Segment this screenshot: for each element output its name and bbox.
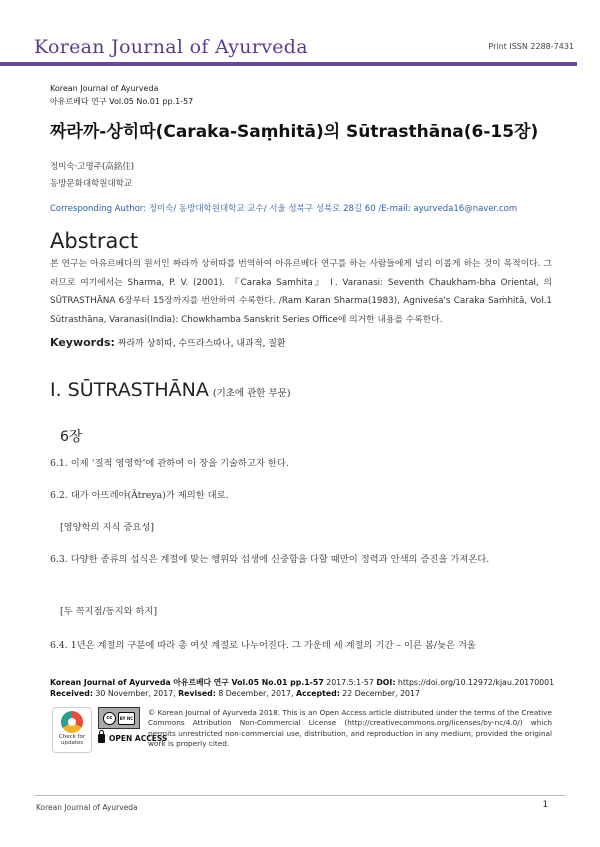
section-title: Ⅰ. SŪTRASTHĀNA (50, 379, 209, 401)
corresponding-author[interactable]: Corresponding Author: 정미숙/ 동방대학원대학교 교수/ 서울 성북구 성북로 28길 60 /E-mail: ayurveda16@naver.com (50, 204, 518, 214)
abstract-heading: Abstract (50, 229, 139, 253)
keywords (50, 336, 286, 349)
footer-rule (34, 795, 566, 796)
keywords-label: Keywords: (50, 336, 115, 349)
print-issn: Print ISSN 2288-7431 (488, 42, 574, 51)
cc-label: BY NC (118, 712, 135, 725)
paragraph-heading: [영양학의 지식 중요성] (60, 522, 154, 533)
paragraph: 6.3. 다양한 종류의 섭식은 계절에 맞는 행위와 섭생에 신중함을 다할 때만이 정력과 안색의 증진을 가져온다. (50, 554, 490, 565)
crossmark-icon (61, 711, 83, 733)
paragraph: 6.2. 대가 아뜨레야(Ātreya)가 제의한 대로. (50, 490, 229, 501)
open-lock-icon (98, 734, 105, 743)
check-updates-label: Check for updates (58, 734, 86, 746)
citation-journal: Korean Journal of Ayurveda 아유르베다 연구 Vol.05 No.01 pp.1-57 (50, 678, 324, 687)
paragraph: 6.1. 이제 ‘질적 영영학’에 관하여 이 장을 기술하고자 한다. (50, 458, 289, 469)
meta-journal: Korean Journal of Ayurveda (50, 84, 159, 93)
received-date: 30 November, 2017, (92, 689, 179, 698)
abstract-body: 본 연구는 아유르베다의 원서인 짜라까 상히따를 번역하여 아유르베다 연구를 하는 사람들에게 널리 이롭게 하는 것이 목적이다. 그러므로 여기에서는 Sharma, P. V. (2001). 『Caraka Samhita』 Ⅰ. Varanasi: Seventh Chaukham-bha Oriental, 의 SŪTRASTHĀNA 6장부터 15장까지를 번안하여 수록한다. /Ram Karan Sharma(1983), Agniveśa's Caraka Saṁhitā, Vol.1 Sūtrasthāna, Varanasi(India): Chowkhamba Sanskrit Series Office에 의거한 내용을 수록한다. (50, 259, 552, 325)
page-number: 1 (542, 800, 548, 810)
revised-date: 8 December, 2017, (215, 689, 296, 698)
section-subtitle: (기초에 관한 부문) (212, 388, 291, 399)
footer-journal: Korean Journal of Ayurveda (36, 803, 138, 812)
open-access-label: OPEN ACCESS (109, 734, 168, 743)
keywords-value: 짜라까 상히따, 수뜨라스따나, 내과적, 질환 (114, 339, 286, 349)
paragraph-heading: [두 꼭지점/동지와 하지] (60, 606, 158, 617)
revised-label: Revised: (178, 689, 216, 698)
doi-link[interactable]: https://doi.org/10.12972/kjau.20170001 (395, 678, 555, 687)
meta-volume: 아유르베다 연구 Vol.05 No.01 pp.1-57 (50, 97, 194, 106)
chapter-heading: 6장 (60, 429, 83, 445)
paragraph: 6.4. 1년은 계절의 구분에 따라 총 여섯 계절로 나누어진다. 그 가운데 세 계절의 기간 – 이른 봄/늦은 겨울 (50, 640, 476, 651)
section-heading (50, 379, 291, 401)
check-for-updates-badge[interactable] (52, 707, 92, 753)
header-rule (0, 62, 577, 66)
accepted-date: 22 December, 2017 (339, 689, 420, 698)
citation-block (50, 677, 554, 699)
cc-icon: cc (103, 712, 116, 725)
affiliation: 동방문화대학원대학교 (50, 179, 133, 189)
license-text: © Korean Journal of Ayurveda 2018. This is an Open Access article distributed under the terms of the Creative Commons Attribution Non-Commercial License (http://creativecommons.org/licenses/by-nc/4.0/) which permits unrestricted non-commercial use, distribution, and reproduction in any medium, provided the original work is properly cited. (148, 708, 552, 748)
accepted-label: Accepted: (295, 689, 340, 698)
cc-by-nc-icon[interactable] (98, 707, 140, 729)
received-label: Received: (50, 689, 93, 698)
authors: 정미숙·고명주(高銘住) (50, 162, 135, 172)
article-title: 짜라까-상히따(Caraka-Saṃhitā)의 Sūtrasthāna(6-15장) (50, 122, 539, 142)
doi-label: DOI: (376, 678, 396, 687)
journal-name: Korean Journal of Ayurveda (34, 36, 308, 58)
citation-pages: 2017.5:1-57 (323, 678, 377, 687)
